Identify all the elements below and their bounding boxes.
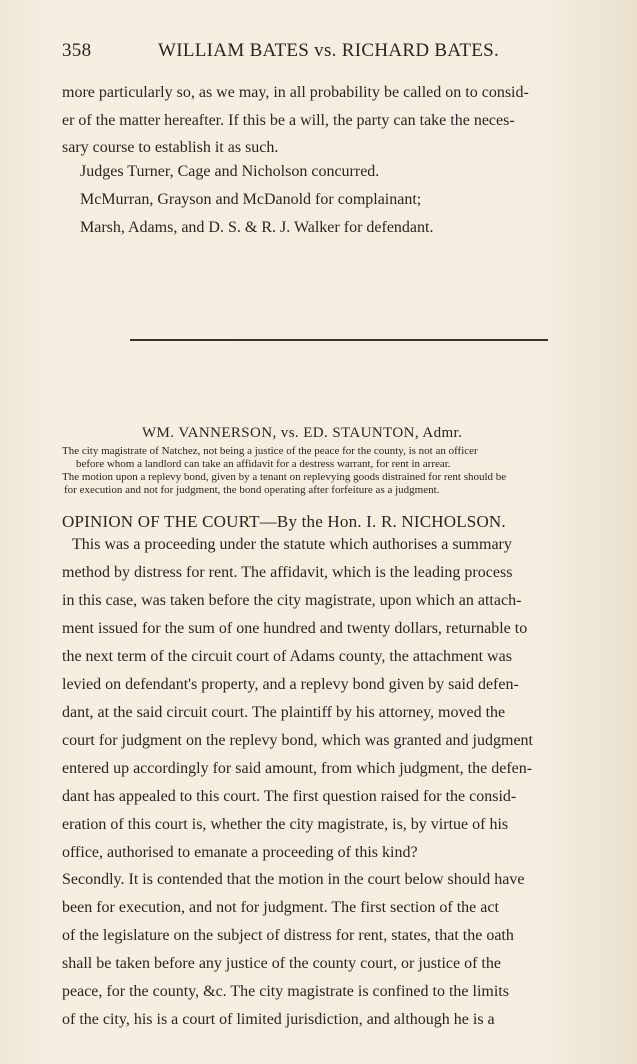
- text-line: This was a proceeding under the statute which authorises a summary: [72, 536, 512, 553]
- text-line: dant has appealed to this court. The first question raised for the consid-: [62, 788, 517, 805]
- text-line: entered up accordingly for said amount, from which judgment, the defen-: [62, 760, 533, 777]
- text-line: shall be taken before any justice of the county court, or justice of the: [62, 955, 501, 972]
- text-line: levied on defendant's property, and a replevy bond given by said defen-: [62, 676, 519, 693]
- page-header: [62, 40, 622, 66]
- headnote-line: for execution and not for judgment, the bond operating after forfeiture as a judgment.: [64, 484, 440, 496]
- text-line: office, authorised to emanate a proceeding of this kind?: [62, 844, 418, 861]
- text-line: been for execution, and not for judgment. The first section of the act: [62, 899, 499, 916]
- text-line: more particularly so, as we may, in all probability be called on to consid-: [62, 84, 529, 101]
- headnote-line: The city magistrate of Natchez, not being a justice of the peace for the county, is not an officer: [62, 445, 478, 457]
- text-line: peace, for the county, &c. The city magistrate is confined to the limits: [62, 983, 509, 1000]
- text-line: of the legislature on the subject of distress for rent, states, that the oath: [62, 927, 514, 944]
- text-line: eration of this court is, whether the city magistrate, is, by virtue of his: [62, 816, 509, 833]
- text-line: of the city, his is a court of limited jurisdiction, and although he is a: [62, 1011, 495, 1028]
- text-line: Secondly. It is contended that the motion in the court below should have: [62, 871, 525, 888]
- running-head: WILLIAM BATES vs. RICHARD BATES.: [158, 40, 500, 61]
- counsel-complainant: McMurran, Grayson and McDanold for complainant;: [80, 191, 422, 208]
- text-line: the next term of the circuit court of Adams county, the attachment was: [62, 648, 512, 665]
- page-number: 358: [62, 40, 92, 61]
- text-line: sary course to establish it as such.: [62, 139, 279, 156]
- headnote-line: The motion upon a replevy bond, given by a tenant on replevying goods distrained for rent should be: [62, 471, 507, 483]
- counsel-defendant: Marsh, Adams, and D. S. & R. J. Walker for defendant.: [80, 219, 434, 236]
- text-line: court for judgment on the replevy bond, which was granted and judgment: [62, 732, 533, 749]
- concurrence-line: Judges Turner, Cage and Nicholson concurred.: [80, 163, 380, 180]
- text-line: in this case, was taken before the city magistrate, upon which an attach-: [62, 592, 522, 609]
- text-line: method by distress for rent. The affidavit, which is the leading process: [62, 564, 513, 581]
- opinion-heading: OPINION OF THE COURT—By the Hon. I. R. NICHOLSON.: [62, 512, 506, 531]
- case-title: WM. VANNERSON, vs. ED. STAUNTON, Admr.: [142, 425, 463, 441]
- headnote-line: before whom a landlord can take an affidavit for a destress warrant, for rent in arrear.: [76, 458, 451, 470]
- text-line: ment issued for the sum of one hundred and twenty dollars, returnable to: [62, 620, 528, 637]
- text-line: dant, at the said circuit court. The plaintiff by his attorney, moved the: [62, 704, 506, 721]
- text-line: er of the matter hereafter. If this be a will, the party can take the neces-: [62, 112, 515, 129]
- section-divider: [130, 339, 548, 341]
